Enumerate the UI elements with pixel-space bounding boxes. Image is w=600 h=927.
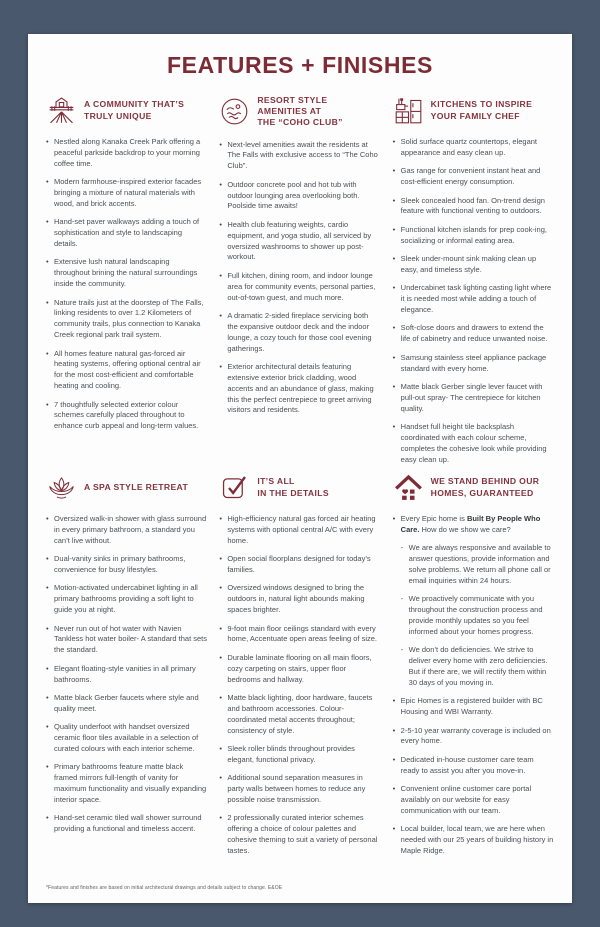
feature-text: Soft-close doors and drawers to extend the life of cabinetry and reduce unwanted noise.	[400, 323, 548, 344]
feature-item	[393, 166, 554, 188]
feature-item	[393, 755, 554, 777]
feature-text: Health club featuring weights, cardio equipment, and yoga studio, all serviced by oversized washrooms to shower up post-workout.	[227, 219, 372, 262]
feature-list	[393, 137, 554, 466]
feature-text: Every Epic home is Built By People Who Care. How do we show we care?	[400, 514, 541, 534]
bullet-marker: •	[46, 722, 49, 732]
swimmer-icon	[219, 96, 250, 127]
section-title: A COMMUNITY THAT’S TRULY UNIQUE	[84, 99, 185, 121]
feature-item	[393, 726, 554, 748]
footnote-disclaimer: *Features and finishes are based on initial architectural drawings and details subject to change. E&OE	[46, 885, 283, 891]
feature-list	[46, 137, 207, 432]
section-community	[46, 95, 207, 472]
feature-list	[219, 140, 380, 417]
feature-item	[46, 137, 207, 170]
feature-text: Elegant floating-style vanities in all primary bathrooms.	[54, 663, 196, 684]
bullet-marker: •	[219, 270, 222, 280]
feature-text: Quality underfoot with handset oversized ceramic floor tiles available in a selection of curated colours with each interior scheme.	[54, 722, 199, 753]
feature-item	[393, 323, 554, 345]
sections-grid	[46, 95, 554, 864]
sub-feature-text: We proactively communicate with you throughout the construction process and provide monthly updates so you feel informed about your homes progress.	[408, 594, 543, 636]
feature-item	[219, 140, 380, 173]
bullet-marker: •	[46, 514, 49, 523]
feature-item	[393, 225, 554, 247]
bullet-marker: •	[392, 725, 396, 735]
feature-text: Matte black lighting, door hardware, faucets and bathroom accessories. Colour-coordinated metal accents throughout; consistency of style.	[227, 692, 373, 735]
sub-feature-item	[401, 594, 554, 638]
bullet-marker: •	[219, 623, 222, 633]
kitchen-icon	[393, 95, 424, 126]
feature-item	[219, 624, 380, 646]
feature-text: A dramatic 2-sided fireplace servicing both the expansive outdoor deck and the indoor lounge, a cozy touch for those cool evening gatherings.	[227, 310, 372, 353]
feature-text: 2-5-10 year warranty coverage is included on every home.	[400, 725, 551, 746]
bullet-marker: •	[392, 352, 396, 362]
bullet-marker: •	[46, 663, 49, 673]
feature-item	[219, 693, 380, 737]
section-title: A SPA STYLE RETREAT	[84, 481, 189, 492]
feature-item	[46, 813, 207, 835]
section-header	[46, 472, 207, 503]
bullet-marker: •	[392, 254, 396, 263]
feature-item	[393, 196, 554, 218]
bullet-marker: •	[219, 813, 222, 823]
feature-text: Samsung stainless steel appliance package standard with every home.	[400, 352, 547, 373]
bullet-marker: •	[392, 224, 396, 234]
feature-item	[46, 722, 207, 755]
feature-item	[393, 824, 554, 857]
feature-item	[219, 583, 380, 616]
section-header	[393, 472, 554, 503]
feature-item	[219, 180, 380, 213]
bullet-marker: •	[46, 399, 49, 409]
feature-text: Dual-vanity sinks in primary bathrooms, convenience for busy lifestyles.	[54, 554, 186, 574]
lotus-icon	[46, 472, 77, 503]
feature-item	[46, 554, 207, 576]
section-details	[219, 472, 380, 864]
feature-text: All homes feature natural gas-forced air heating systems, offering optional central air for the most cost-efficient and comfortable heating and cooling.	[54, 348, 201, 391]
section-resort	[219, 95, 380, 472]
feature-item	[46, 762, 207, 806]
feature-item	[219, 514, 380, 547]
feature-text: Functional kitchen islands for prep cook-ing, socializing or informal eating area.	[400, 224, 547, 245]
bullet-marker: •	[46, 583, 49, 593]
feature-list	[46, 514, 207, 835]
section-title: WE STAND BEHIND OUR HOMES, GUARANTEED	[430, 476, 540, 498]
feature-text: Undercabinet task lighting casting light where it is needed most while adding a touch of elegance.	[400, 283, 552, 314]
bullet-marker: •	[46, 813, 49, 823]
bullet-marker: •	[46, 762, 49, 772]
bullet-marker: •	[392, 696, 396, 706]
sub-feature-text: We don’t do deficiencies. We strive to deliver every home with zero deficiencies. But if there are, we will rectify them within 30 days of you moving in.	[408, 645, 548, 687]
feature-text: Hand-set paver walkways adding a touch of sophistication and style to landscaping details.	[54, 217, 200, 248]
bullet-marker: •	[219, 583, 222, 593]
dash-marker: -	[400, 645, 404, 655]
bullet-marker: •	[219, 554, 222, 564]
bullet-marker: •	[46, 554, 49, 564]
feature-text: Oversized windows designed to bring the outdoors in, natural light abounds making spaces brighter.	[227, 583, 365, 615]
bullet-marker: •	[392, 323, 396, 333]
bullet-marker: •	[392, 137, 396, 146]
feature-item	[393, 353, 554, 375]
barn-field-icon	[46, 95, 77, 126]
feature-item	[219, 271, 380, 304]
feature-text: Oversized walk-in shower with glass surround in every primary bathroom, a standard you can’t live without.	[54, 514, 207, 545]
bullet-marker: •	[392, 754, 396, 764]
bullet-marker: •	[392, 381, 396, 391]
feature-item	[393, 283, 554, 316]
section-header	[393, 95, 554, 126]
feature-item	[219, 653, 380, 686]
checkbox-icon	[219, 472, 250, 503]
feature-item	[46, 257, 207, 290]
bullet-marker: •	[392, 422, 396, 431]
bullet-marker: •	[219, 514, 222, 523]
bullet-marker: •	[392, 283, 396, 293]
bullet-marker: •	[46, 137, 49, 146]
feature-text: Nestled along Kanaka Creek Park offering a peaceful parkside backdrop to your morning coffee time.	[54, 137, 201, 168]
feature-item	[46, 514, 207, 547]
section-title: IT’S ALL IN THE DETAILS	[257, 476, 329, 498]
feature-item	[219, 311, 380, 355]
feature-text: Motion-activated undercabinet lighting in all primary bathrooms providing a soft light to guide you at night.	[54, 583, 198, 615]
dash-marker: -	[400, 594, 404, 604]
bullet-marker: •	[219, 139, 222, 149]
feature-text: 7 thoughtfully selected exterior colour schemes carefully placed throughout to enhance curb appeal and long-term values.	[54, 399, 199, 431]
bullet-marker: •	[219, 652, 222, 662]
bullet-marker: •	[46, 257, 49, 267]
feature-item	[46, 217, 207, 250]
feature-text: Gas range for convenient instant heat and cost-efficient energy consumption.	[400, 166, 541, 187]
feature-text: Durable laminate flooring on all main floors, cozy carpeting on stairs, upper floor bedrooms and hallway.	[227, 652, 372, 684]
bullet-marker: •	[46, 297, 49, 307]
feature-text: Epic Homes is a registered builder with BC Housing and WBI Warranty.	[400, 696, 543, 717]
sub-feature-item	[401, 645, 554, 689]
section-header	[219, 472, 380, 503]
feature-text: Next-level amenities await the residents at The Falls with exclusive access to “The Coho Club”.	[227, 139, 378, 171]
bullet-marker: •	[392, 195, 396, 205]
feature-item	[46, 298, 207, 342]
section-header	[219, 95, 380, 129]
feature-text: Primary bathrooms feature matte black framed mirrors full-length of vanity for maximum functionality and visually expanding interior space.	[54, 762, 207, 804]
bullet-marker: •	[392, 824, 396, 834]
feature-text: Never run out of hot water with Navien Tankless hot water boiler- A standard that sets the standard.	[54, 623, 207, 655]
feature-text: 9-foot main floor ceilings standard with every home, Accentuate open areas feeling of size.	[227, 623, 378, 644]
feature-text: Exterior architectural details featuring extensive exterior brick cladding, wood accents and an abundance of glass, making this the perfect centrepiece to greet arriving visitors and residents.	[227, 361, 374, 415]
feature-text: Additional sound separation measures in party walls between homes to reduce any possible noise transmission.	[227, 773, 366, 804]
feature-text: Dedicated in-house customer care team ready to assist you after you move-in.	[400, 754, 534, 775]
feature-item	[219, 773, 380, 806]
feature-item	[393, 422, 554, 466]
feature-text: 2 professionally curated interior schemes offering a choice of colour palettes and cohesive theming to suit a variety of personal tastes.	[227, 813, 378, 855]
feature-item	[393, 137, 554, 159]
bullet-marker: •	[392, 166, 396, 176]
feature-text: High-efficiency natural gas forced air heating systems with optional central A/C with every home.	[227, 514, 376, 545]
features-sheet	[28, 34, 572, 903]
section-title: RESORT STYLE AMENITIES AT THE “COHO CLUB”	[257, 95, 343, 128]
feature-text: Solid surface quartz countertops, elegant appearance and easy clean up.	[400, 137, 537, 157]
feature-text: Hand-set ceramic tiled wall shower surround providing a functional and timeless accent.	[54, 813, 202, 834]
feature-item	[46, 583, 207, 616]
bullet-marker: •	[219, 310, 222, 320]
feature-text: Matte black Gerber faucets where style and quality meet.	[54, 692, 199, 713]
feature-item	[219, 813, 380, 857]
feature-list	[393, 514, 554, 857]
feature-item	[46, 693, 207, 715]
feature-item	[393, 514, 554, 689]
feature-item	[219, 744, 380, 766]
feature-text: Sleek roller blinds throughout provides elegant, functional privacy.	[227, 743, 355, 764]
feature-text: Nature trails just at the doorstep of The Falls, linking residents to over 1.2 Kilometers of community trails, plus connection to Kanaka Creek regional park trail system.	[54, 297, 204, 340]
dash-marker: -	[400, 543, 404, 553]
feature-text: Matte black Gerber single lever faucet with pull-out spray- The centrepiece for kitchen quality.	[400, 381, 543, 413]
section-title: KITCHENS TO INSPIRE YOUR FAMILY CHEF	[430, 99, 533, 121]
feature-item	[219, 362, 380, 416]
feature-text: Outdoor concrete pool and hot tub with outdoor lounging area overlooking both. Poolside time awaits!	[227, 179, 360, 211]
feature-text: Convenient online customer care portal availably on our website for easy communication with our team.	[400, 784, 532, 815]
sub-feature-item	[401, 543, 554, 587]
feature-item	[46, 664, 207, 686]
bullet-marker: •	[46, 348, 49, 358]
sub-feature-text: We are always responsive and available to answer questions, provide information and solve problems. We return all phone call or email inquiries within 24 hours.	[408, 543, 551, 585]
feature-item	[219, 554, 380, 576]
bullet-marker: •	[219, 743, 222, 753]
page-title: FEATURES + FINISHES	[167, 52, 433, 78]
bullet-marker: •	[46, 177, 49, 187]
house-heart-icon	[393, 472, 424, 503]
bullet-marker: •	[392, 514, 396, 523]
bullet-marker: •	[392, 784, 396, 793]
feature-item	[393, 696, 554, 718]
feature-item	[393, 382, 554, 415]
bullet-marker: •	[219, 773, 222, 783]
bullet-marker: •	[219, 219, 222, 229]
bullet-marker: •	[46, 623, 49, 633]
feature-text: Handset full height tile backsplash coordinated with each colour scheme, completes the cohesive look while providing easy clean up.	[400, 422, 547, 464]
sub-feature-list	[401, 543, 554, 689]
feature-list	[219, 514, 380, 857]
bullet-marker: •	[219, 361, 222, 371]
section-header	[46, 95, 207, 126]
bullet-marker: •	[46, 217, 49, 227]
bullet-marker: •	[46, 692, 49, 702]
section-kitchens	[393, 95, 554, 472]
feature-item	[393, 784, 554, 817]
feature-text: Sleek under-mount sink making clean up easy, and timeless style.	[400, 254, 537, 274]
feature-text: Extensive lush natural landscaping throughout brining the natural surroundings inside the community.	[54, 257, 198, 289]
feature-item	[219, 220, 380, 264]
feature-text: Sleek concealed hood fan. On-trend design feature with functional venting to outdoors.	[400, 195, 545, 216]
feature-item	[46, 177, 207, 210]
bullet-marker: •	[219, 692, 222, 702]
feature-text: Local builder, local team, we are here when needed with our 25 years of building history in Maple Ridge.	[400, 824, 554, 855]
feature-item	[46, 349, 207, 393]
section-guaranteed	[393, 472, 554, 864]
section-spa	[46, 472, 207, 864]
feature-item	[46, 400, 207, 433]
feature-text: Open social floorplans designed for today’s families.	[227, 554, 371, 574]
feature-text: Modern farmhouse-inspired exterior facades bringing a mixture of natural materials with wood, and brick accents.	[54, 177, 202, 208]
bullet-marker: •	[219, 179, 222, 189]
feature-text: Full kitchen, dining room, and indoor lounge area for community events, personal parties, out-of-town guest, and much more.	[227, 270, 376, 302]
feature-item	[46, 624, 207, 657]
feature-item	[393, 254, 554, 276]
